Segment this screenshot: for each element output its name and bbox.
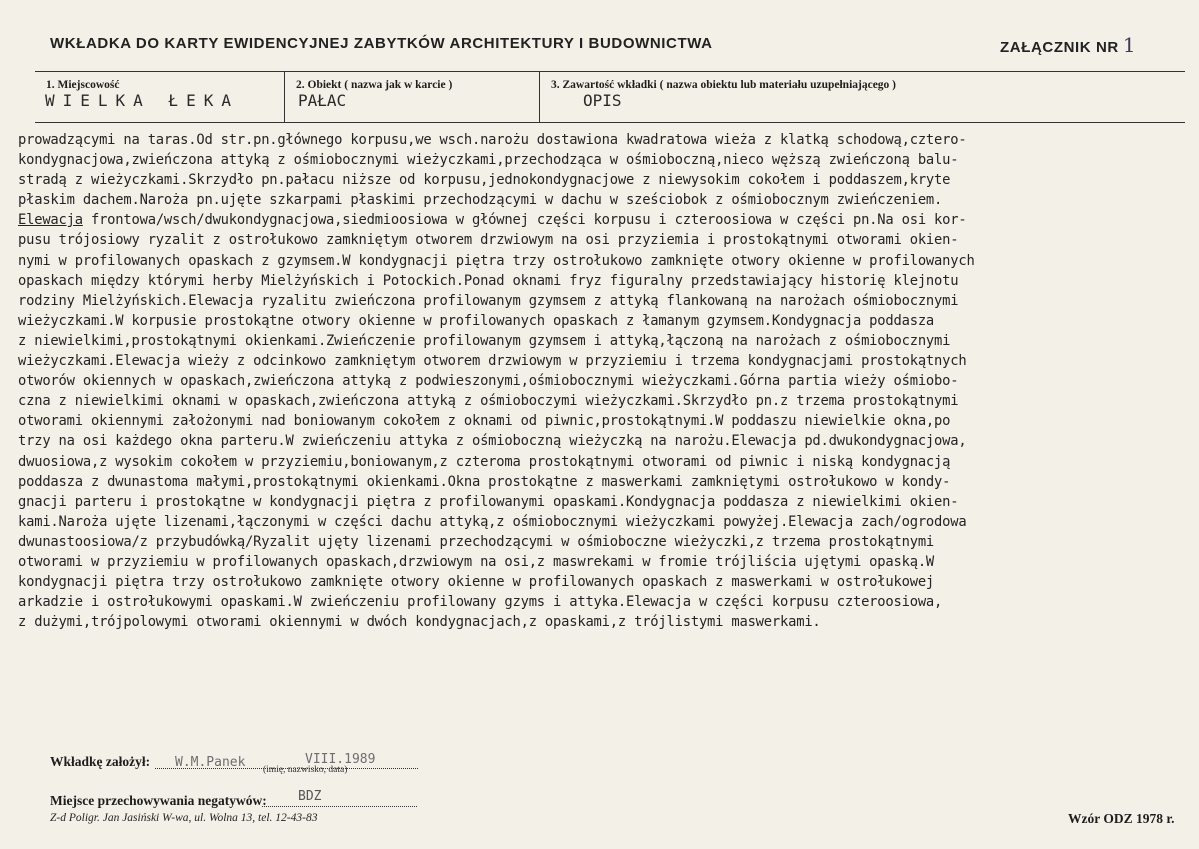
- field-object-value: PAŁAC: [298, 91, 347, 110]
- text-line: pusu trójosiowy ryzalit z ostrołukowo zamkniętym otworem drzwiowym na osi przyziemia i prostokątnymi otworami okien-: [18, 232, 959, 249]
- founder-name: W.M.Panek: [175, 755, 246, 770]
- field-contents: [539, 72, 1186, 122]
- text-line: kami.Naroża ujęte lizenami,łączonymi w części dachu attyką,z ośmiobocznymi wieżyczkami powyżej.Elewacja zach/ogrodowa: [18, 513, 967, 530]
- header-fields: [35, 71, 1185, 123]
- field-object-label: 2. Obiekt ( nazwa jak w karcie ): [296, 79, 453, 91]
- field-locality-value: WIELKA ŁEKA: [45, 91, 239, 110]
- field-contents-value: OPIS: [583, 91, 622, 110]
- negatives-dotted-line: [262, 806, 417, 807]
- text-line: płaskim dachem.Naroża pn.ujęte szkarpami płaskimi przechodzącymi w dachu w sześciobok z ośmiobocznym zwieńczeniem.: [18, 192, 943, 209]
- underlined-heading: Elewacja: [18, 212, 83, 229]
- form-model: Wzór ODZ 1978 r.: [1068, 811, 1175, 826]
- field-object: [284, 72, 538, 122]
- text-line: rodziny Mielżyńskich.Elewacja ryzalitu zwieńczona profilowanym gzymsem z attyką flankowaną na narożach ośmiobocznymi: [18, 292, 959, 309]
- text-line: prowadzącymi na taras.Od str.pn.głównego korpusu,we wsch.narożu dostawiona kwadratowa wieża z klatką schodową,cztero-: [18, 132, 967, 148]
- text-line: wieżyczkami.Elewacja wieży z odcinkowo zamkniętym otworem drzwiowym w przyziemiu i trzema kondygnacjami prostokątnych: [18, 353, 967, 370]
- founder-hint: (imię, nazwisko, data): [263, 765, 348, 775]
- text-line: stradą z wieżyczkami.Skrzydło pn.pałacu niższe od korpusu,jednokondygnacjowe z niewysokim cokołem i poddaszem,kryte: [18, 172, 951, 189]
- text-line: gnacji parteru i prostokątne w kondygnacji piętra z profilowanymi opaskami.Kondygnacja poddasza z niewielkimi okien-: [18, 493, 959, 510]
- form-title: WKŁADKA DO KARTY EWIDENCYJNEJ ZABYTKÓW ARCHITEKTURY I BUDOWNICTWA: [50, 35, 713, 52]
- text-line: nymi w profilowanych opaskach z gzymsem.W kondygnacji piętra trzy ostrołukowo zamknięte otwory okienne w profilowanych: [18, 252, 975, 269]
- annex-number-label: [1000, 33, 1136, 57]
- text-line: opaskach między którymi herby Mielżyńskich i Potockich.Ponad oknami fryz figuralny przedstawiający historię klejnotu: [18, 272, 959, 289]
- founder-date: VIII.1989: [305, 752, 376, 767]
- text-line: trzy na osi każdego okna parteru.W zwieńczeniu attyka z ośmioboczną wieżyczką na narożu.Elewacja pd.dwukondygnacjowa,: [18, 433, 967, 450]
- founder-label: Wkładkę założył:: [50, 754, 151, 769]
- negatives-value: BDZ: [298, 789, 322, 804]
- text-line-rest: frontowa/wsch/dwukondygnacjowa,siedmioosiowa w głównej części korpusu i czteroosiowa w części pn.Na osi kor-: [90, 212, 967, 229]
- text-line: otworów okiennych w opaskach,zwieńczona attyką z podwieszonymi,ośmiobocznymi wieżyczkami.Górna partia wieży ośmiobo-: [18, 373, 959, 390]
- field-contents-label: 3. Zawartość wkładki ( nazwa obiektu lub materiału uzupełniającego ): [551, 79, 897, 91]
- text-line: otworami okiennymi założonymi nad boniowanym cokołem z oknami od piwnic,prostokątnymi.W poddaszu niewielkie okna,po: [18, 413, 951, 430]
- negatives-label: Miejsce przechowywania negatywów:: [50, 793, 267, 808]
- annex-number: 1: [1122, 33, 1137, 57]
- printer-imprint: Z-d Poligr. Jan Jasiński W-wa, ul. Wolna 13, tel. 12-43-83: [50, 812, 318, 824]
- text-line: dwuosiowa,z wysokim cokołem w przyziemiu,boniowanym,z czteroma prostokątnymi otworami od piwnic i niską kondygnacją: [18, 453, 951, 470]
- text-line: arkadzie i ostrołukowymi opaskami.W zwieńczeniu profilowany gzyms i attyka.Elewacja w części korpusu czteroosiowa,: [18, 594, 943, 611]
- text-line: poddasza z dwunastoma małymi,prostokątnymi okienkami.Okna prostokątne z maswerkami zamkniętymi ostrołukowo w kondy-: [18, 473, 951, 490]
- text-line: kondygnacjowa,zwieńczona attyką z ośmiobocznymi wieżyczkami,przechodząca w ośmioboczną,nieco węższą zwieńczoną balu-: [18, 152, 959, 169]
- text-line: z dużymi,trójpolowymi otworami okiennymi w dwóch kondygnacjach,z opaskami,z trójlistymi maswerkami.: [18, 614, 821, 631]
- annex-label: ZAŁĄCZNIK NR: [1000, 39, 1119, 56]
- field-locality-label: 1. Miejscowość: [46, 79, 120, 91]
- text-line: czna z niewielkimi oknami w opaskach,zwieńczona attyką z ośmioboczymi wieżyczkami.Skrzydło pn.z trzema prostokątnymi: [18, 393, 959, 410]
- text-line: wieżyczkami.W korpusie prostokątne otwory okienne w profilowanych opaskach z łamanym gzymsem.Kondygnacja poddasza: [18, 312, 935, 329]
- field-locality: [35, 72, 282, 122]
- text-line: otworami w przyziemiu w profilowanych opaskach,drzwiowym na osi,z maswrekami w fromie trójliścia ujętymi opaską.W: [18, 553, 935, 570]
- text-line: kondygnacji piętra trzy ostrołukowo zamknięte otwory okienne w profilowanych opaskach z maswerkami w ostrołukowej: [18, 574, 935, 591]
- text-line: dwunastoosiowa/z przybudówką/Ryzalit ujęty lizenami przechodzącymi w ośmioboczne wieżyczki,z trzema prostokątnymi: [18, 533, 935, 550]
- text-line: [18, 210, 1193, 230]
- description-text: [18, 130, 1193, 632]
- text-line: z niewielkimi,prostokątnymi okienkami.Zwieńczenie profilowanym gzymsem i attyką,łączoną na narożach z ośmiobocznymi: [18, 332, 951, 349]
